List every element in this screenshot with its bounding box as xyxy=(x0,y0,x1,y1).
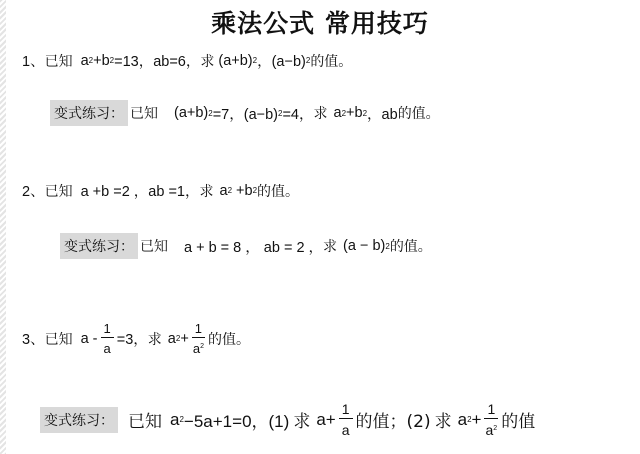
practice-badge: 变式练习： xyxy=(40,407,118,433)
fraction-one-over-a-squared: $\frac{1}{a^2}$ xyxy=(485,401,498,438)
fraction-one-over-a: $\frac{1}{a}$ xyxy=(101,322,114,355)
practice-badge: 变式练习： xyxy=(60,233,138,259)
fraction-one-over-a-squared: $\frac{1}{a^2}$ xyxy=(192,321,204,356)
problem-1: 1、 已知 a 2 +b 2 =13，ab=6， 求 (a+b) 2 ，(a−b) 2 的值。 xyxy=(22,50,352,71)
page-title: 乘法公式 常用技巧 xyxy=(211,9,429,38)
practice-2: 变式练习： 已知 a + b = 8 ， ab = 2 ， 求 (a − b) 2 的值。 xyxy=(60,233,432,259)
practice-1: 变式练习： 已知 (a+b) 2 =7，(a−b) 2 =4， 求 a 2 +b 2 ，ab 的值。 xyxy=(50,100,440,126)
problem-3: 3、 已知 a - $\frac{1}{a}$ =3， 求 a 2 + $\frac{1}{a^2}$ 的值。 xyxy=(22,321,251,356)
problem-number: 3、 xyxy=(22,332,45,348)
practice-3: 变式练习： 已知 a 2 −5a+1=0，(1) 求 a+ $\frac{1}{a}$ 的值；(2) 求 a 2 + $\frac{1}{a^2}$ 的值 xyxy=(40,402,535,437)
problem-number: 1、 xyxy=(22,54,45,70)
page-edge-shading xyxy=(0,0,6,454)
practice-badge: 变式练习： xyxy=(50,100,128,126)
problem-number: 2、 xyxy=(22,184,45,200)
problem-2: 2、 已知 a +b =2 ，ab =1， 求 a 2 +b 2 的值。 xyxy=(22,180,299,201)
fraction-one-over-a: $\frac{1}{a}$ xyxy=(339,402,353,437)
